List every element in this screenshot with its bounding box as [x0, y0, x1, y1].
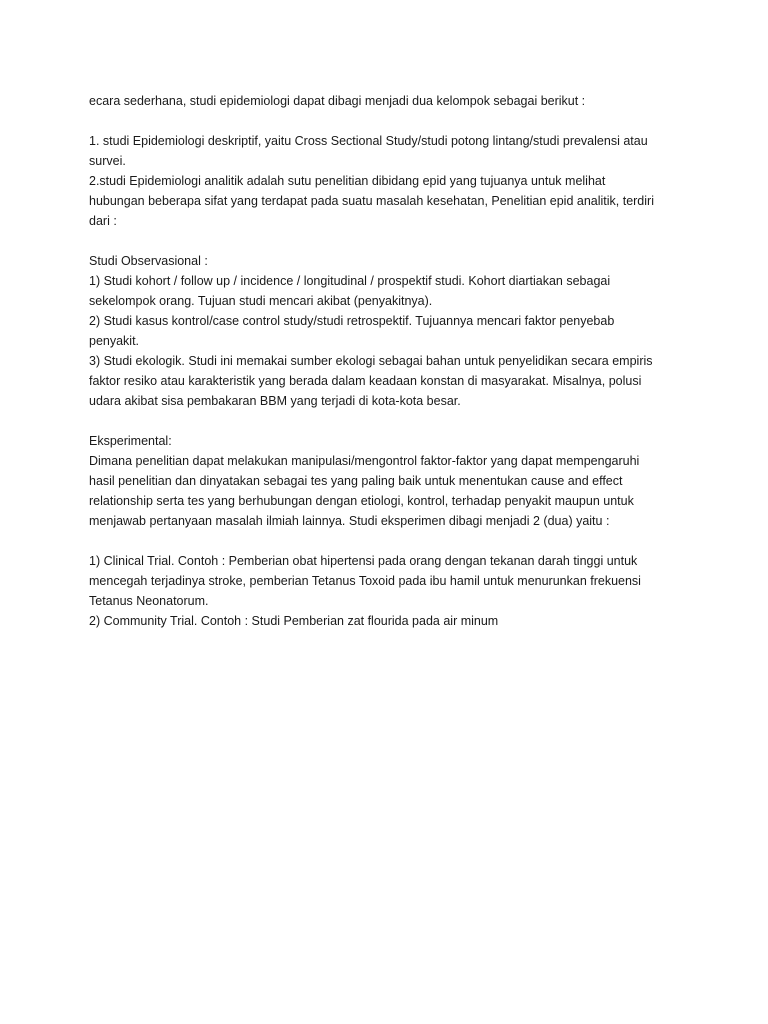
observasional-line: faktor resiko atau karakteristik yang berada dalam keadaan konstan di masyarakat. Misalnya, polusi: [89, 374, 642, 388]
document-body: [89, 91, 689, 631]
eksperimental-line: relationship serta tes yang berhubungan dengan etiologi, kontrol, terhadap penyakit maupun untuk: [89, 494, 634, 508]
intro-line: ecara sederhana, studi epidemiologi dapat dibagi menjadi dua kelompok sebagai berikut :: [89, 94, 586, 108]
eksperimental-line: hasil penelitian dan dinyatakan sebagai tes yang paling baik untuk menentukan cause and effect: [89, 474, 623, 488]
item1-line: 1. studi Epidemiologi deskriptif, yaitu Cross Sectional Study/studi potong lintang/studi prevalensi atau: [89, 134, 648, 148]
eksperimental-line: menjawab pertanyaan masalah ilmiah lainnya. Studi eksperimen dibagi menjadi 2 (dua) yaitu :: [89, 514, 610, 528]
item2-line: 2.studi Epidemiologi analitik adalah sutu penelitian dibidang epid yang tujuanya untuk melihat: [89, 174, 606, 188]
trial-line: 1) Clinical Trial. Contoh : Pemberian obat hipertensi pada orang dengan tekanan darah tinggi untuk: [89, 554, 638, 568]
observasional-line: 3) Studi ekologik. Studi ini memakai sumber ekologi sebagai bahan untuk penyelidikan secara empiris: [89, 354, 653, 368]
item2-line: dari :: [89, 214, 117, 228]
observasional-line: 1) Studi kohort / follow up / incidence / longitudinal / prospektif studi. Kohort diartiakan sebagai: [89, 274, 611, 288]
trial-line: mencegah terjadinya stroke, pemberian Tetanus Toxoid pada ibu hamil untuk menurunkan frekuensi: [89, 574, 641, 588]
observasional-line: penyakit.: [89, 334, 140, 348]
blank-line: [89, 111, 689, 131]
item1-line: survei.: [89, 154, 126, 168]
eksperimental-line: Dimana penelitian dapat melakukan manipulasi/mengontrol faktor-faktor yang dapat mempengaruhi: [89, 454, 640, 468]
trial-line: Tetanus Neonatorum.: [89, 594, 209, 608]
trial-line: 2) Community Trial. Contoh : Studi Pemberian zat flourida pada air minum: [89, 614, 499, 628]
item2-line: hubungan beberapa sifat yang terdapat pada suatu masalah kesehatan, Penelitian epid analitik, terdiri: [89, 194, 654, 208]
observasional-line: udara akibat sisa pembakaran BBM yang terjadi di kota-kota besar.: [89, 394, 461, 408]
eksperimental-heading: Eksperimental:: [89, 434, 172, 448]
blank-line: [89, 411, 689, 431]
blank-line: [89, 231, 689, 251]
observasional-line: sekelompok orang. Tujuan studi mencari akibat (penyakitnya).: [89, 294, 433, 308]
blank-line: [89, 531, 689, 551]
observasional-heading: Studi Observasional :: [89, 254, 208, 268]
observasional-line: 2) Studi kasus kontrol/case control study/studi retrospektif. Tujuannya mencari faktor penyebab: [89, 314, 615, 328]
